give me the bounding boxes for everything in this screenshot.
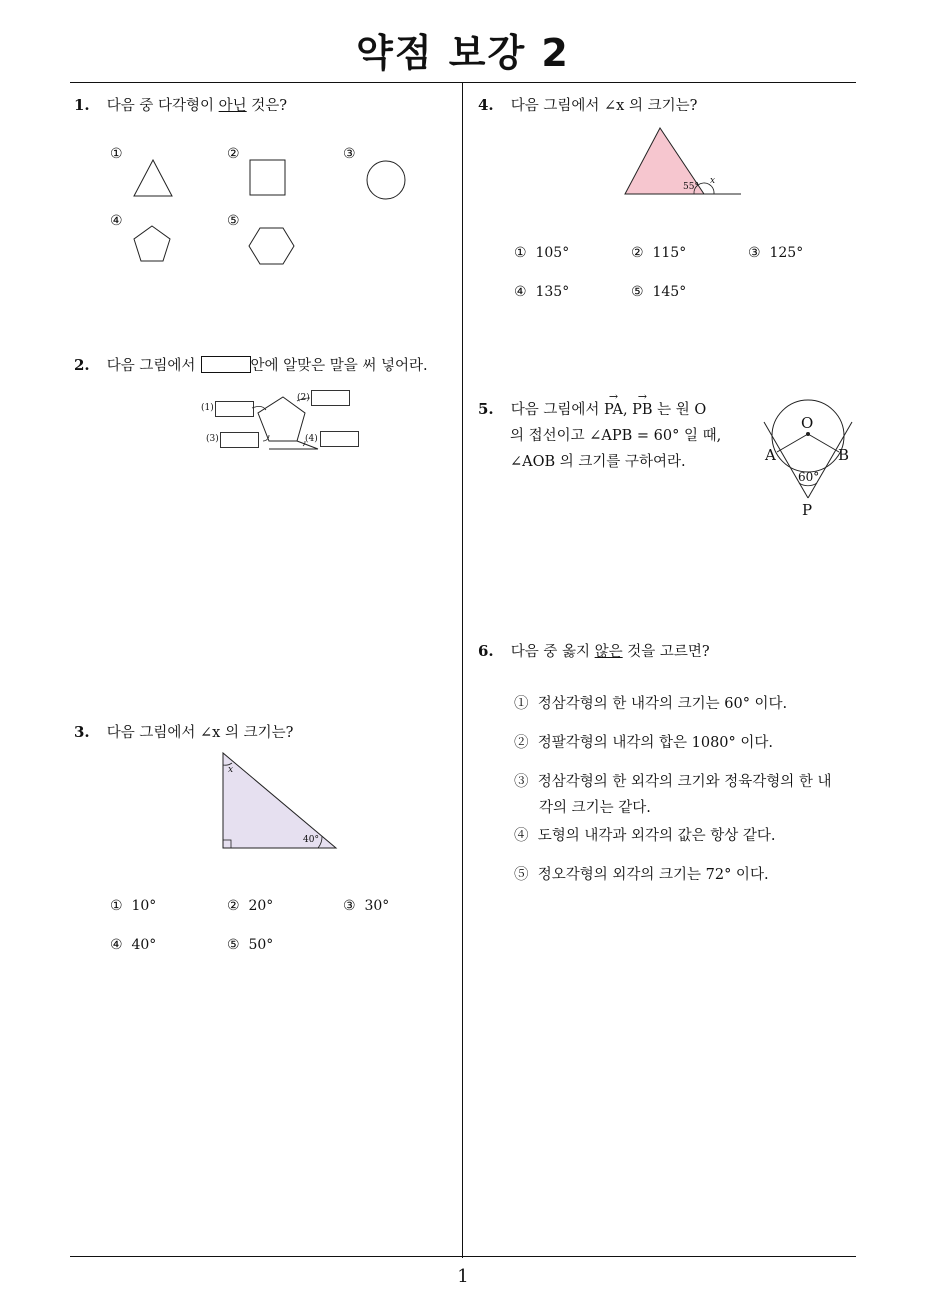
label-3: (3) <box>206 434 219 444</box>
choice-value: 115° <box>652 245 687 261</box>
question-text-part: 다음 그림에서 <box>106 358 196 374</box>
question-number: 3. <box>74 723 90 741</box>
choice-mark: ④ <box>110 937 123 953</box>
underlined-word: 아닌 <box>218 98 247 114</box>
question-text-part: 는 원 O <box>652 402 707 418</box>
angle-label-40: 40° <box>303 835 319 845</box>
question-text-part: 것을 고르면? <box>622 644 710 660</box>
choice-value: 30° <box>364 898 390 914</box>
page-title: 약점 보강 2 <box>356 31 570 75</box>
question-number: 4. <box>478 96 494 114</box>
question-line-3: ∠AOB 의 크기를 구하여라. <box>510 454 686 470</box>
vector-pa: → PA <box>604 397 623 423</box>
angle-label-55: 55° <box>683 182 699 192</box>
choice-3-continued: 각의 크기는 같다. <box>539 800 651 816</box>
label-4: (4) <box>305 434 318 444</box>
question-text-part: 다음 중 옳지 <box>510 644 595 660</box>
choice-value: 105° <box>535 245 570 261</box>
choice-mark: ② <box>227 898 240 914</box>
choice-value: 50° <box>248 937 274 953</box>
question-number: 5. <box>478 400 494 418</box>
choice-mark: ③ <box>514 774 529 790</box>
choice-2[interactable] <box>514 731 773 752</box>
underlined-word: 않은 <box>594 644 623 660</box>
choice-value: 10° <box>131 898 157 914</box>
label-1: (1) <box>201 403 214 413</box>
choice-mark: ① <box>514 696 529 712</box>
choice-text: 정삼각형의 한 내각의 크기는 60° 이다. <box>537 696 788 712</box>
question-text-part: 다음 중 다각형이 <box>106 98 219 114</box>
choice-mark: ⑤ <box>631 284 644 300</box>
label-a: A <box>765 446 776 464</box>
comma: , <box>622 402 633 418</box>
question-text: 다음 그림에서 ∠x 의 크기는? <box>510 98 698 114</box>
question-text-part: 다음 그림에서 <box>510 402 605 418</box>
choice-value: 145° <box>652 284 687 300</box>
label-2: (2) <box>297 393 310 403</box>
choice-value: 20° <box>248 898 274 914</box>
choice-mark: ③ <box>748 245 761 261</box>
choice-mark: ① <box>514 245 527 261</box>
question-line-2: 의 접선이고 ∠APB = 60° 일 때, <box>510 428 722 444</box>
question-text-part: 것은? <box>246 98 288 114</box>
choice-value: 40° <box>131 937 157 953</box>
question-6 <box>478 640 710 661</box>
choice-mark: ① <box>110 898 123 914</box>
choice-mark: ⑤ <box>514 867 529 883</box>
angle-label-x: x <box>710 176 716 186</box>
choice-mark: ④ <box>514 828 529 844</box>
choice-value: 125° <box>769 245 804 261</box>
angle-label-60: 60° <box>798 470 820 484</box>
label-o: O <box>801 414 814 432</box>
radius-ob <box>808 434 839 452</box>
choice-1-mark[interactable]: ① <box>110 146 123 162</box>
radius-oa <box>777 434 808 452</box>
page-number: 1 <box>457 1266 469 1287</box>
question-number: 2. <box>74 356 90 374</box>
choice-4[interactable] <box>514 824 775 845</box>
choice-3-mark[interactable]: ③ <box>343 146 356 162</box>
choice-mark: ② <box>631 245 644 261</box>
choice-mark: ⑤ <box>227 937 240 953</box>
choice-1[interactable] <box>514 692 787 713</box>
question-text-part: 안에 알맞은 말을 써 넣어라. <box>250 358 428 374</box>
choice-text: 정삼각형의 한 외각의 크기와 정육각형의 한 내 <box>537 774 832 790</box>
vector-pb: → PB <box>632 397 652 423</box>
choice-3[interactable] <box>514 770 832 791</box>
choice-value: 135° <box>535 284 570 300</box>
label-p: P <box>802 501 813 519</box>
choice-text: 정오각형의 외각의 크기는 72° 이다. <box>537 867 769 883</box>
choice-mark: ② <box>514 735 529 751</box>
question-text <box>511 644 710 660</box>
question-number: 1. <box>74 96 90 114</box>
choice-5[interactable] <box>514 863 769 884</box>
choice-mark: ④ <box>514 284 527 300</box>
choice-2-mark[interactable]: ② <box>227 146 240 162</box>
choice-text: 도형의 내각과 외각의 값은 항상 같다. <box>537 828 776 844</box>
choice-5-mark[interactable]: ⑤ <box>227 213 240 229</box>
question-text: 다음 그림에서 ∠x 의 크기는? <box>106 725 294 741</box>
angle-label-x: x <box>228 765 234 775</box>
choice-mark: ③ <box>343 898 356 914</box>
question-number: 6. <box>478 642 494 660</box>
choice-text: 정팔각형의 내각의 합은 1080° 이다. <box>537 735 773 751</box>
label-b: B <box>838 446 850 464</box>
choice-4-mark[interactable]: ④ <box>110 213 123 229</box>
